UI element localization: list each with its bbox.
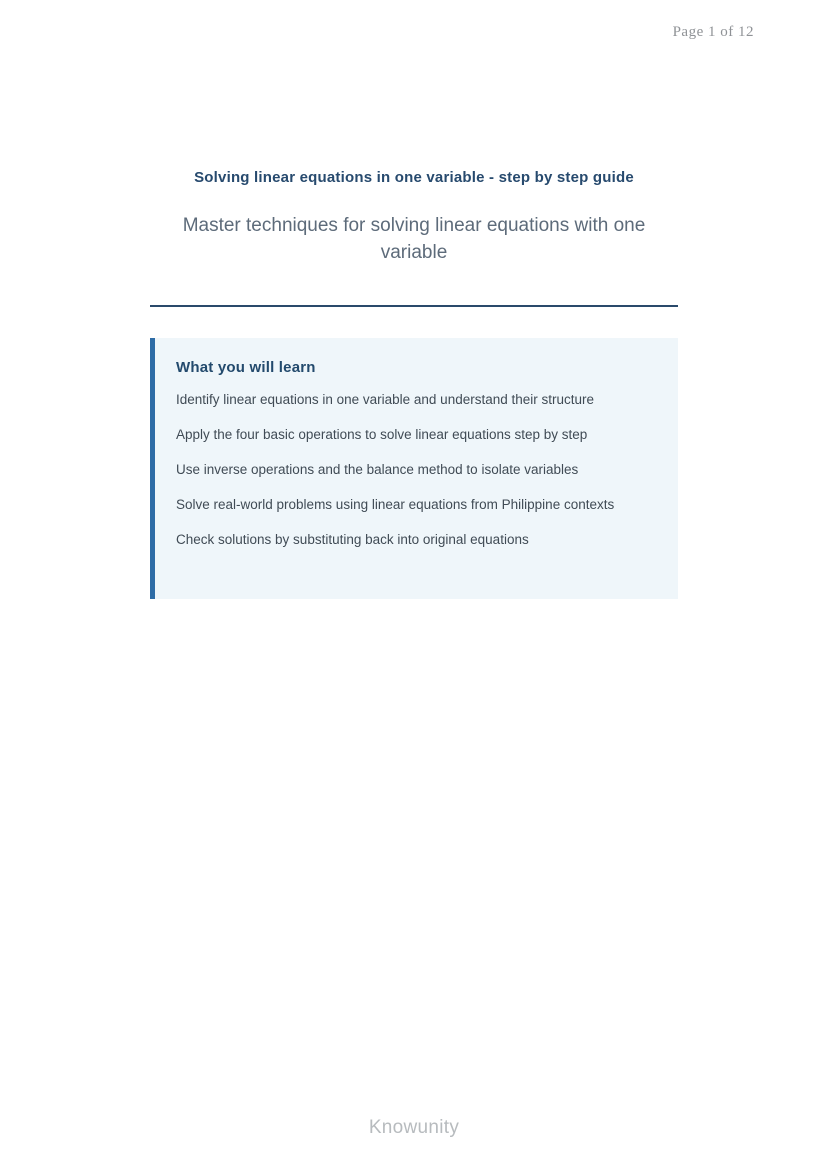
learn-box <box>150 338 678 599</box>
learn-box-heading: What you will learn <box>176 359 316 376</box>
footer-brand: Knowunity <box>368 1117 460 1138</box>
accent-bar <box>150 338 155 599</box>
document-content <box>150 0 678 599</box>
divider-rule <box>150 305 678 307</box>
learn-item: Apply the four basic operations to solve linear equations step by step <box>176 427 588 442</box>
page-title: Solving linear equations in one variable - step by step guide <box>194 169 634 186</box>
learn-item: Check solutions by substituting back into original equations <box>176 532 529 547</box>
page-subtitle: Master techniques for solving linear equations with one variable <box>182 215 646 263</box>
page-number: Page 1 of 12 <box>672 24 754 40</box>
learn-item: Solve real-world problems using linear equations from Philippine contexts <box>176 497 615 512</box>
learn-item: Use inverse operations and the balance method to isolate variables <box>176 462 579 477</box>
learn-item: Identify linear equations in one variable and understand their structure <box>176 392 595 407</box>
